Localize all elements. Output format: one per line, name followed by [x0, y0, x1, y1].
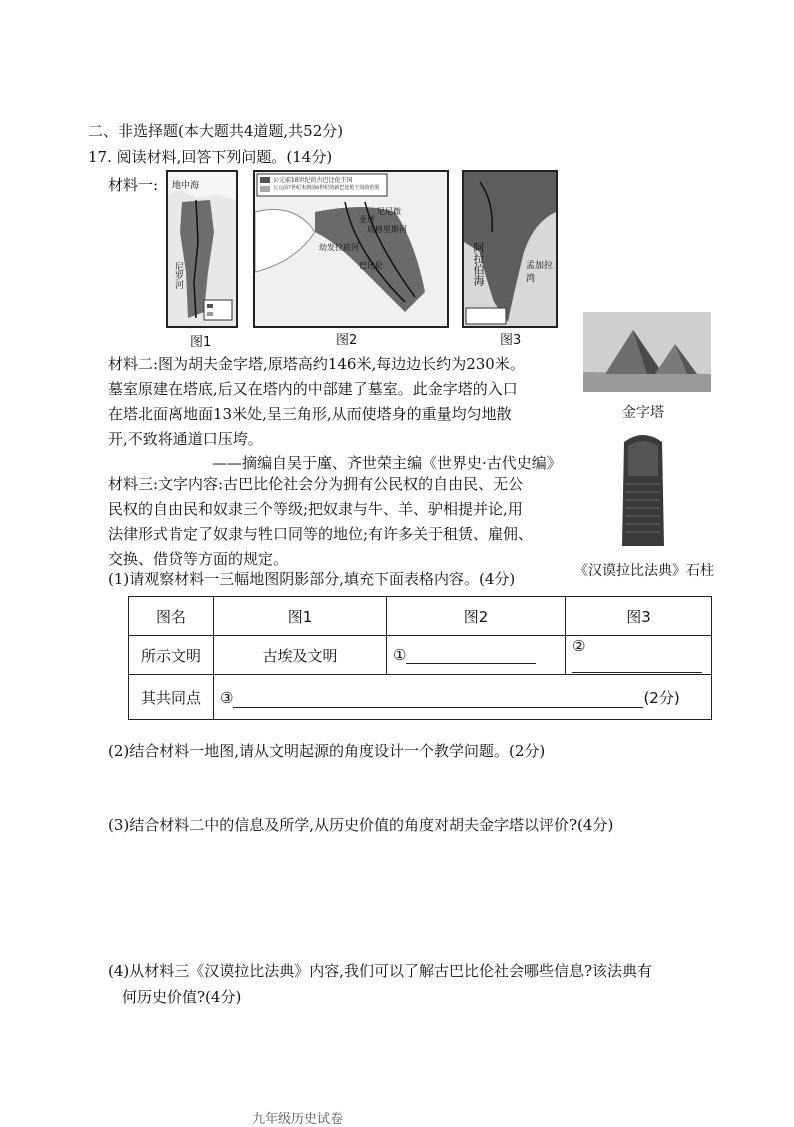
table-header: 图2: [387, 597, 566, 636]
stele-caption: 《汉谟拉比法典》石柱: [574, 563, 714, 579]
hammurabi-stele-photo: [618, 432, 668, 548]
map3-caption: 图3: [500, 333, 522, 348]
map2-label-tigris: 底格里斯河: [367, 225, 407, 234]
map1-caption: 图1: [190, 335, 212, 350]
map1-label-sea: 地中海: [172, 181, 200, 191]
question-17-title: 17. 阅读材料,回答下列问题。(14分): [88, 148, 333, 166]
material-3: [108, 472, 533, 572]
section-title: 二、非选择题(本大题共4道题,共52分): [88, 122, 344, 140]
pyramid-caption: 金字塔: [622, 405, 664, 421]
material-2-line: 材料二:图为胡夫金字塔,原塔高约146米,每边边长约为230米。: [108, 355, 525, 373]
map2-caption: 图2: [336, 333, 358, 348]
answer-table: [128, 596, 712, 720]
material-2-source: ——摘编自吴于廑、齐世荣主编《世界史·古代史编》: [212, 454, 562, 472]
map2-label-euphrates: 幼发拉底河: [319, 243, 359, 252]
map3-label-bay-of-bengal: 孟加拉湾: [526, 261, 554, 284]
map-india: [462, 170, 558, 328]
blank-marker-3: ③: [220, 688, 234, 707]
map2-legend-2: 公元前7世纪末到前6世纪的新巴比伦王国的范围: [273, 185, 380, 191]
map3-label-arabian-sea: 阿拉伯海: [472, 242, 485, 286]
map2-label-nineveh: 尼尼微: [377, 207, 401, 216]
answer-blank-3[interactable]: [214, 675, 712, 720]
blank-marker-2: ②: [572, 637, 586, 655]
row-label-common: 其共同点: [129, 675, 214, 720]
material-3-line: 材料三:文字内容:古巴比伦社会分为拥有公民权的自由民、无公: [108, 475, 524, 493]
row-label-civilization: 所示文明: [129, 636, 214, 675]
table-header: 图3: [566, 597, 712, 636]
map2-legend-1: 公元前18世纪的古巴比伦王国: [273, 177, 353, 184]
material-2-line: 在塔北面离地面13米处,呈三角形,从而使塔身的重量均匀地散: [108, 405, 512, 423]
question-2: (2)结合材料一地图,请从文明起源的角度设计一个教学问题。(2分): [108, 742, 546, 760]
material-2-line: 墓室原建在塔底,后又在塔内的中部建了墓室。此金字塔的入口: [108, 380, 518, 398]
question-4-line-1: (4)从材料三《汉谟拉比法典》内容,我们可以了解古巴比伦社会哪些信息?该法典有: [108, 962, 653, 980]
map-mesopotamia: [253, 170, 449, 328]
map1-label-river: 尼罗河: [173, 262, 183, 289]
table-header: 图名: [129, 597, 214, 636]
question-1: (1)请观察材料一三幅地图阴影部分,填充下面表格内容。(4分): [108, 570, 516, 588]
question-4-line-2: 何历史价值?(4分): [122, 988, 242, 1006]
cell-egypt: 古埃及文明: [214, 636, 387, 675]
blank-marker-1: ①: [393, 646, 407, 664]
material-3-line: 交换、借贷等方面的规定。: [108, 550, 289, 568]
map2-label-babylon: 巴比伦: [359, 261, 383, 270]
material-3-line: 民权的自由民和奴隶三个等级;把奴隶与牛、羊、驴相提并论,用: [108, 500, 523, 518]
score-note: (2分): [643, 688, 680, 707]
material-1-label: 材料一:: [108, 176, 159, 194]
material-2-line: 开,不致将通道口压垮。: [108, 430, 263, 448]
table-header: 图1: [214, 597, 387, 636]
page-footer: 九年级历史试卷: [252, 1112, 344, 1127]
question-3: (3)结合材料二中的信息及所学,从历史价值的角度对胡夫金字塔以评价?(4分): [108, 816, 614, 834]
answer-blank-1[interactable]: [387, 636, 566, 675]
pyramid-photo: [583, 312, 711, 392]
map-egypt: [166, 170, 238, 328]
answer-blank-2[interactable]: [566, 636, 712, 675]
material-3-line: 法律形式肯定了奴隶与牲口同等的地位;有许多关于租赁、雇佣、: [108, 525, 534, 543]
material-2: [108, 352, 525, 452]
map2-label-assyria: 亚述: [359, 215, 375, 224]
